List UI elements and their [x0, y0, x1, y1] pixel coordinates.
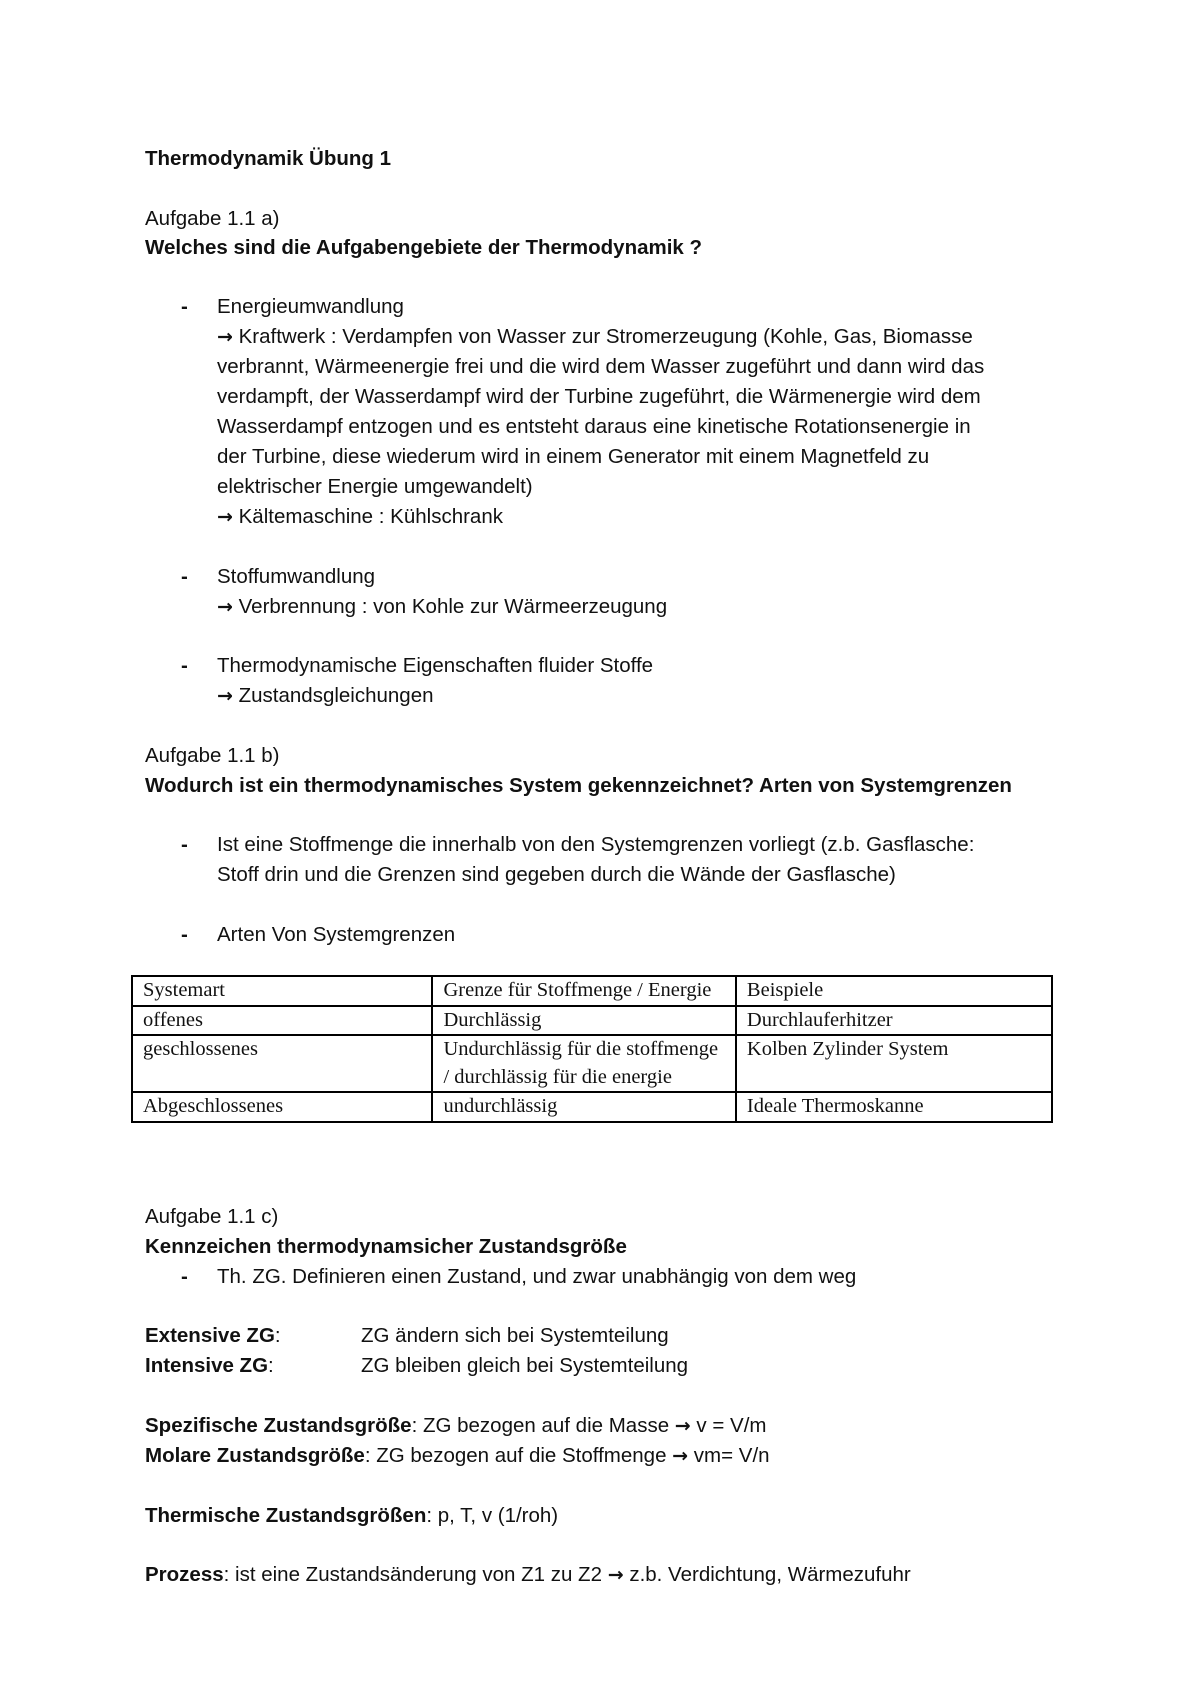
table-cell: undurchlässig [432, 1092, 735, 1122]
bullet-dash: - [181, 923, 188, 946]
arrow-icon: → [672, 1445, 689, 1467]
thermisch-text: : p, T, v (1/roh) [426, 1504, 559, 1527]
extensive-text: ZG ändern sich bei Systemteilung [361, 1324, 669, 1347]
spezifisch-row [145, 1411, 766, 1442]
table-cell: Undurchlässig für die stoffmenge / durchlässig für die energie [432, 1035, 735, 1092]
task-b-question: Wodurch ist ein thermodynamisches System gekennzeichnet? Arten von Systemgrenzen [145, 774, 1012, 797]
task-a-bullet2-line [217, 592, 667, 623]
task-b-heading: Aufgabe 1.1 b) [145, 744, 280, 767]
bullet-dash: - [181, 833, 188, 856]
task-a-bullet2-label: Stoffumwandlung [217, 565, 376, 588]
task-c-bullet1: Th. ZG. Definieren einen Zustand, und zwar unabhängig von dem weg [217, 1265, 857, 1288]
spezifisch-label: Spezifische Zustandsgröße [145, 1414, 412, 1437]
molar-text: : ZG bezogen auf die Stoffmenge [364, 1444, 667, 1467]
task-a-bullet1-line3: verdampft, der Wasserdampf wird der Turbine zugeführt, die Wärmenergie wird dem [217, 385, 981, 408]
task-b-bullet1-line1: Ist eine Stoffmenge die innerhalb von den Systemgrenzen vorliegt (z.b. Gasflasche: [217, 833, 975, 856]
text: Kraftwerk : Verdampfen von Wasser zur Stromerzeugung (Kohle, Gas, Biomasse [238, 325, 973, 348]
table-header-cell: Grenze für Stoffmenge / Energie [432, 976, 735, 1006]
table-cell: Abgeschlossenes [132, 1092, 432, 1122]
prozess-label: Prozess [145, 1563, 224, 1586]
arrow-icon: → [217, 685, 233, 707]
intensive-row [145, 1351, 274, 1381]
thermisch-label: Thermische Zustandsgrößen [145, 1504, 427, 1527]
task-a-question: Welches sind die Aufgabengebiete der Thermodynamik ? [145, 236, 703, 259]
text: Zustandsgleichungen [238, 684, 434, 707]
table-row [132, 1006, 1052, 1036]
prozess-after: z.b. Verdichtung, Wärmezufuhr [629, 1563, 911, 1586]
spezifisch-text: : ZG bezogen auf die Masse [411, 1414, 670, 1437]
table-header-row [132, 976, 1052, 1006]
extensive-label: Extensive ZG [145, 1324, 275, 1347]
task-c-heading: Aufgabe 1.1 c) [145, 1205, 279, 1228]
prozess-text: : ist eine Zustandsänderung von Z1 zu Z2 [223, 1563, 602, 1586]
table-header-cell: Beispiele [736, 976, 1052, 1006]
molar-row [145, 1441, 770, 1472]
table-header-cell: Systemart [132, 976, 432, 1006]
intensive-sep: : [268, 1354, 274, 1377]
arrow-icon: → [217, 596, 233, 618]
arrow-icon: → [674, 1415, 691, 1437]
spezifisch-formula: v = V/m [696, 1414, 767, 1437]
molar-label: Molare Zustandsgröße [145, 1444, 365, 1467]
task-a-bullet1-line2: verbrannt, Wärmeenergie frei und die wird dem Wasser zugeführt und dann wird das [217, 355, 985, 378]
task-b-bullet2: Arten Von Systemgrenzen [217, 923, 456, 946]
task-a-bullet3-line [217, 681, 434, 712]
table-cell: Kolben Zylinder System [736, 1035, 1052, 1092]
system-boundaries-table [131, 975, 1053, 1123]
task-a-bullet1-line6: elektrischer Energie umgewandelt) [217, 475, 533, 498]
extensive-row [145, 1321, 281, 1351]
table-cell: Durchlauferhitzer [736, 1006, 1052, 1036]
task-a-bullet1-line7 [217, 502, 503, 533]
task-a-bullet1-line1 [217, 322, 973, 353]
task-a-heading: Aufgabe 1.1 a) [145, 207, 280, 230]
bullet-dash: - [181, 565, 188, 588]
bullet-dash: - [181, 295, 188, 318]
table-cell: Durchlässig [432, 1006, 735, 1036]
document-title: Thermodynamik Übung 1 [145, 147, 392, 170]
bullet-dash: - [181, 1265, 188, 1288]
text: Kältemaschine : Kühlschrank [238, 505, 503, 528]
task-a-bullet1-label: Energieumwandlung [217, 295, 404, 318]
text: Verbrennung : von Kohle zur Wärmeerzeugung [238, 595, 668, 618]
task-a-bullet3-label: Thermodynamische Eigenschaften fluider Stoffe [217, 654, 654, 677]
table-cell: offenes [132, 1006, 432, 1036]
intensive-label: Intensive ZG [145, 1354, 269, 1377]
table-row [132, 1092, 1052, 1122]
table-cell: Ideale Thermoskanne [736, 1092, 1052, 1122]
extensive-sep: : [274, 1324, 281, 1347]
prozess-row [145, 1560, 911, 1591]
arrow-icon: → [607, 1564, 624, 1586]
table-cell: geschlossenes [132, 1035, 432, 1092]
bullet-dash: - [181, 654, 188, 677]
intensive-text: ZG bleiben gleich bei Systemteilung [361, 1354, 689, 1377]
arrow-icon: → [217, 506, 233, 528]
thermisch-row [145, 1501, 558, 1531]
task-a-bullet1-line4: Wasserdampf entzogen und es entsteht daraus eine kinetische Rotationsenergie in [217, 415, 971, 438]
molar-formula: vm= V/n [693, 1444, 770, 1467]
task-b-bullet1-line2: Stoff drin und die Grenzen sind gegeben durch die Wände der Gasflasche) [217, 863, 896, 886]
task-a-bullet1-line5: der Turbine, diese wiederum wird in einem Generator mit einem Magnetfeld zu [217, 445, 930, 468]
task-c-question: Kennzeichen thermodynamsicher Zustandsgröße [145, 1235, 627, 1258]
table-row [132, 1035, 1052, 1092]
arrow-icon: → [217, 326, 233, 348]
